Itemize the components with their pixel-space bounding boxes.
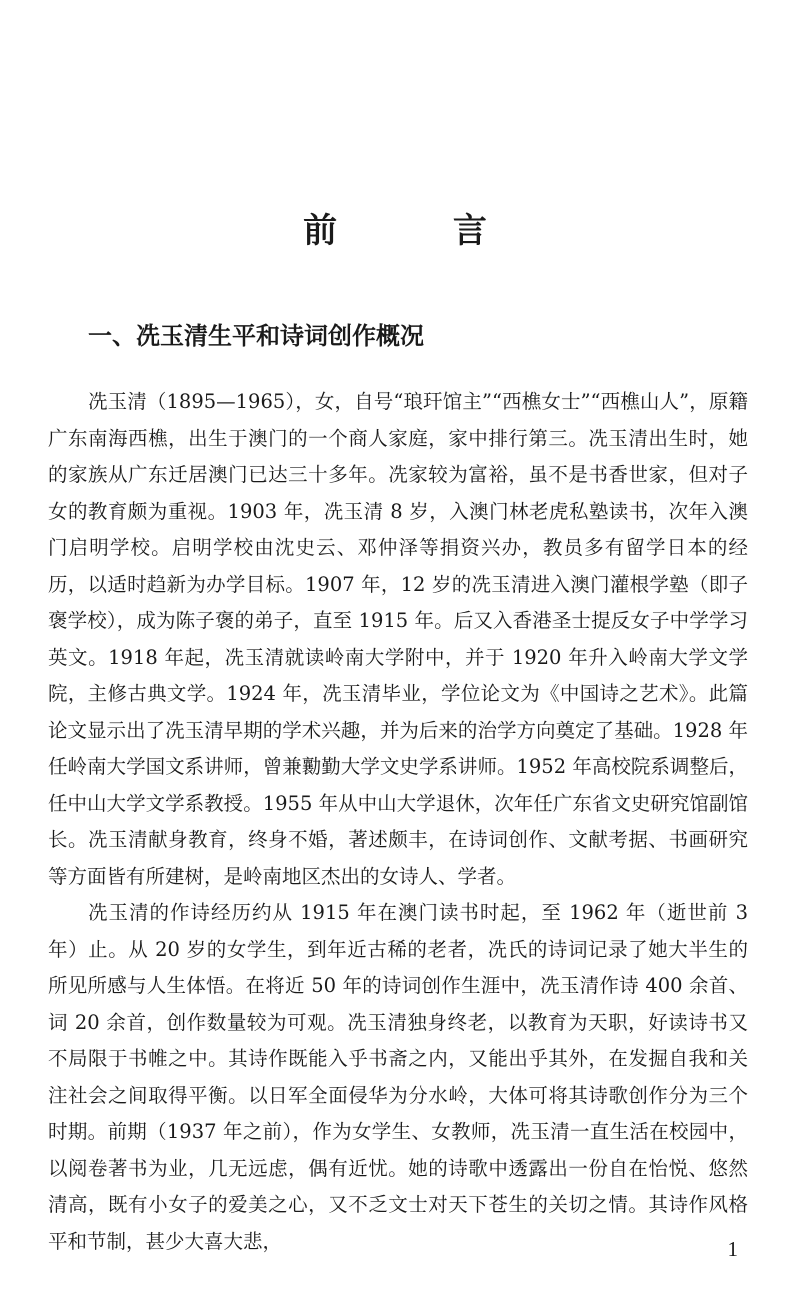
page-number: 1 [727, 1237, 738, 1261]
page-title: 前 言 [303, 211, 539, 251]
body-text [48, 384, 748, 1260]
section-heading: 一、冼玉清生平和诗词创作概况 [88, 322, 424, 350]
paragraph: 冼玉清的作诗经历约从 1915 年在澳门读书时起，至 1962 年（逝世前 3 年）止。从 20 岁的女学生，到年近古稀的老者，冼氏的诗词记录了她大半生的所见所感与人生体悟。在将近 50 年的诗词创作生涯中，冼玉清作诗 400 余首、词 20 余首，创作数量较为可观。冼玉清独身终老，以教育为天职，好读诗书又不局限于书帷之中。其诗作既能入乎书斋之内，又能出乎其外，在发掘自我和关注社会之间取得平衡。以日军全面侵华为分水岭，大体可将其诗歌创作分为三个时期。前期（1937 年之前），作为女学生、女教师，冼玉清一直生活在校园中，以阅卷著书为业，几无远虑，偶有近忧。她的诗歌中透露出一份自在怡悦、悠然清高，既有小女子的爱美之心，又不乏文士对天下苍生的关切之情。其诗作风格平和节制，甚少大喜大悲， [48, 901, 748, 1253]
paragraph: 冼玉清（1895—1965），女，自号“琅玕馆主”“西樵女士”“西樵山人”，原籍广东南海西樵，出生于澳门的一个商人家庭，家中排行第三。冼玉清出生时，她的家族从广东迁居澳门已达三十多年。冼家较为富裕，虽不是书香世家，但对子女的教育颇为重视。1903 年，冼玉清 8 岁，入澳门林老虎私塾读书，次年入澳门启明学校。启明学校由沈史云、邓仲泽等捐资兴办，教员多有留学日本的经历，以适时趋新为办学目标。1907 年，12 岁的冼玉清进入澳门灌根学塾（即子褒学校），成为陈子褒的弟子，直至 1915 年。后又入香港圣士提反女子中学学习英文。1918 年起，冼玉清就读岭南大学附中，并于 1920 年升入岭南大学文学院，主修古典文学。1924 年，冼玉清毕业，学位论文为《中国诗之艺术》。此篇论文显示出了冼玉清早期的学术兴趣，并为后来的治学方向奠定了基础。1928 年任岭南大学国文系讲师，曾兼勷勤大学文史学系讲师。1952 年高校院系调整后，任中山大学文学系教授。1955 年从中山大学退休，次年任广东省文史研究馆副馆长。冼玉清献身教育，终身不婚，著述颇丰，在诗词创作、文献考据、书画研究等方面皆有所建树，是岭南地区杰出的女诗人、学者。 [48, 390, 748, 888]
